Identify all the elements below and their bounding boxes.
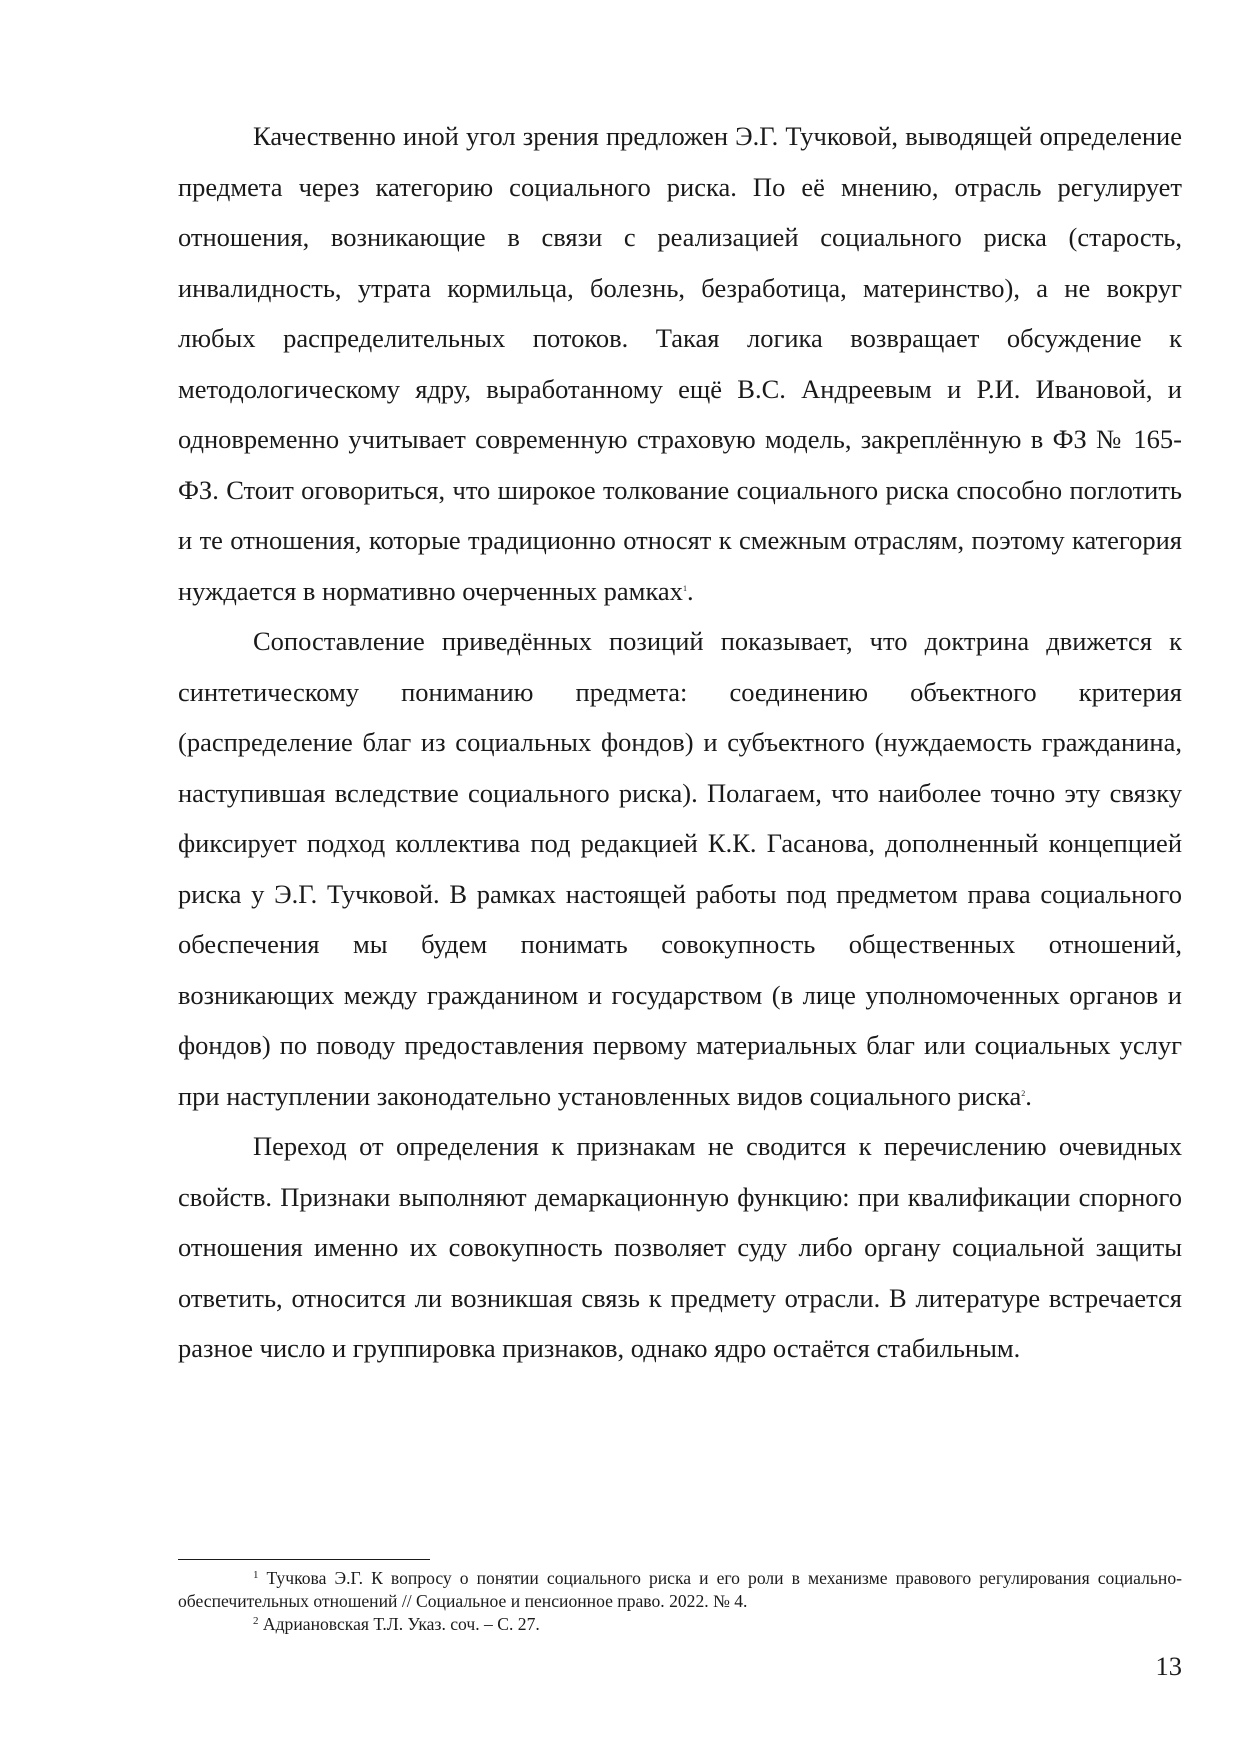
footnote-reference[interactable]: 2 bbox=[1021, 1088, 1026, 1098]
footnote bbox=[178, 1613, 1182, 1636]
paragraph-text: Сопоставление приведённых позиций показывает, что доктрина движется к синтетическому пониманию предмета: соединению объектного критерия (распределение благ из социальных фондов) и субъектного (нуждаемость гражданина, наступившая вследствие социального риска). Полагаем, что наиболее точно эту связку фиксирует подход коллектива под редакцией К.К. Гасанова, дополненный концепцией риска у Э.Г. Тучковой. В рамках настоящей работы под предметом права социального обеспечения мы будем понимать совокупность общественных отношений, возникающих между гражданином и государством (в лице уполномоченных органов и фондов) по поводу предоставления первому материальных благ или социальных услуг при наступлении законодательно установленных видов социального риска bbox=[178, 626, 1182, 1111]
footnote-text: Адриановская Т.Л. Указ. соч. – С. 27. bbox=[258, 1614, 540, 1634]
footnote-mark: 1 bbox=[253, 1569, 259, 1581]
footnotes bbox=[178, 1567, 1182, 1636]
footnote-reference[interactable]: 1 bbox=[682, 583, 687, 593]
paragraph-text: Качественно иной угол зрения предложен Э.Г. Тучковой, выводящей определение предмета через категорию социального риска. По её мнению, отрасль регулирует отношения, возникающие в связи с реализацией социального риска (старость, инвалидность, утрата кормильца, болезнь, безработица, материнство), а не вокруг любых распределительных потоков. Такая логика возвращает обсуждение к методологическому ядру, выработанному ещё В.С. Андреевым и Р.И. Ивановой, и одновременно учитывает современную страховую модель, закреплённую в ФЗ № 165-ФЗ. Стоит оговориться, что широкое толкование социального риска способно поглотить и те отношения, которые традиционно относят к смежным отраслям, поэтому категория нуждается в нормативно очерченных рамках bbox=[178, 121, 1182, 606]
footnote bbox=[178, 1567, 1182, 1613]
paragraph-end: . bbox=[1025, 1080, 1032, 1111]
paragraph-end: . bbox=[686, 575, 694, 606]
footnote-text: Тучкова Э.Г. К вопросу о понятии социального риска и его роли в механизме правового регулирования социально-обеспечительных отношений // Социальное и пенсионное право. 2022. № 4. bbox=[178, 1568, 1182, 1611]
paragraph bbox=[178, 1121, 1182, 1374]
paragraph bbox=[178, 616, 1182, 1121]
paragraph-text: Переход от определения к признакам не сводится к перечислению очевидных свойств. Признаки выполняют демаркационную функцию: при квалификации спорного отношения именно их совокупность позволяет суду либо органу социальной защиты ответить, относится ли возникшая связь к предмету отрасли. В литературе встречается разное число и группировка признаков, однако ядро остаётся стабильным. bbox=[178, 1131, 1182, 1363]
body-text bbox=[178, 111, 1182, 1374]
page-number: 13 bbox=[1155, 1651, 1182, 1681]
paragraph bbox=[178, 111, 1182, 616]
footnote-mark: 2 bbox=[253, 1615, 259, 1627]
footnote-separator bbox=[178, 1559, 430, 1560]
